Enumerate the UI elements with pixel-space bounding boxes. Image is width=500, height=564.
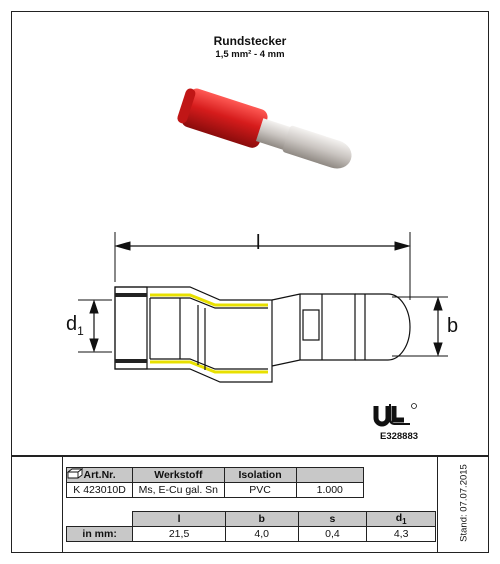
dimension-length bbox=[115, 232, 410, 300]
spec-table bbox=[66, 467, 364, 498]
value-s: 0,4 bbox=[298, 527, 367, 542]
isolation-value: PVC bbox=[224, 483, 296, 498]
product-subtitle: 1,5 mm² - 4 mm bbox=[215, 49, 285, 60]
col-package-header bbox=[296, 468, 364, 483]
col-isolation-header: Isolation bbox=[224, 468, 296, 483]
dimension-b bbox=[392, 297, 448, 356]
connector-section-drawing bbox=[115, 287, 410, 382]
value-d1: 4,3 bbox=[367, 527, 436, 542]
package-qty-value: 1.000 bbox=[296, 483, 364, 498]
col-l-header: l bbox=[133, 512, 226, 527]
col-werkstoff-header: Werkstoff bbox=[133, 468, 224, 483]
ul-recognized-mark-icon bbox=[372, 402, 418, 430]
row-label-in-mm: in mm: bbox=[67, 527, 133, 542]
package-box-icon bbox=[67, 468, 83, 479]
bullet-connector-3d bbox=[175, 85, 357, 178]
dim-b-label: b bbox=[447, 315, 459, 337]
value-l: 21,5 bbox=[133, 527, 226, 542]
art-nr-value: K 423010D bbox=[67, 483, 133, 498]
value-b: 4,0 bbox=[225, 527, 298, 542]
col-s-header: s bbox=[298, 512, 367, 527]
dim-d1-label: $d_1$ bbox=[66, 313, 84, 338]
product-title: Rundstecker bbox=[213, 34, 287, 48]
col-d1-header: $d_1$ bbox=[367, 512, 436, 527]
dimension-table bbox=[66, 511, 436, 542]
col-b-header: b bbox=[225, 512, 298, 527]
ul-file-number: E328883 bbox=[380, 431, 419, 442]
col-art-nr-header: Art.Nr. bbox=[67, 468, 133, 483]
stand-date: Stand: 07.07.2015 bbox=[458, 464, 470, 542]
dim-l-label: l bbox=[256, 232, 261, 254]
werkstoff-value: Ms, E-Cu gal. Sn bbox=[133, 483, 224, 498]
